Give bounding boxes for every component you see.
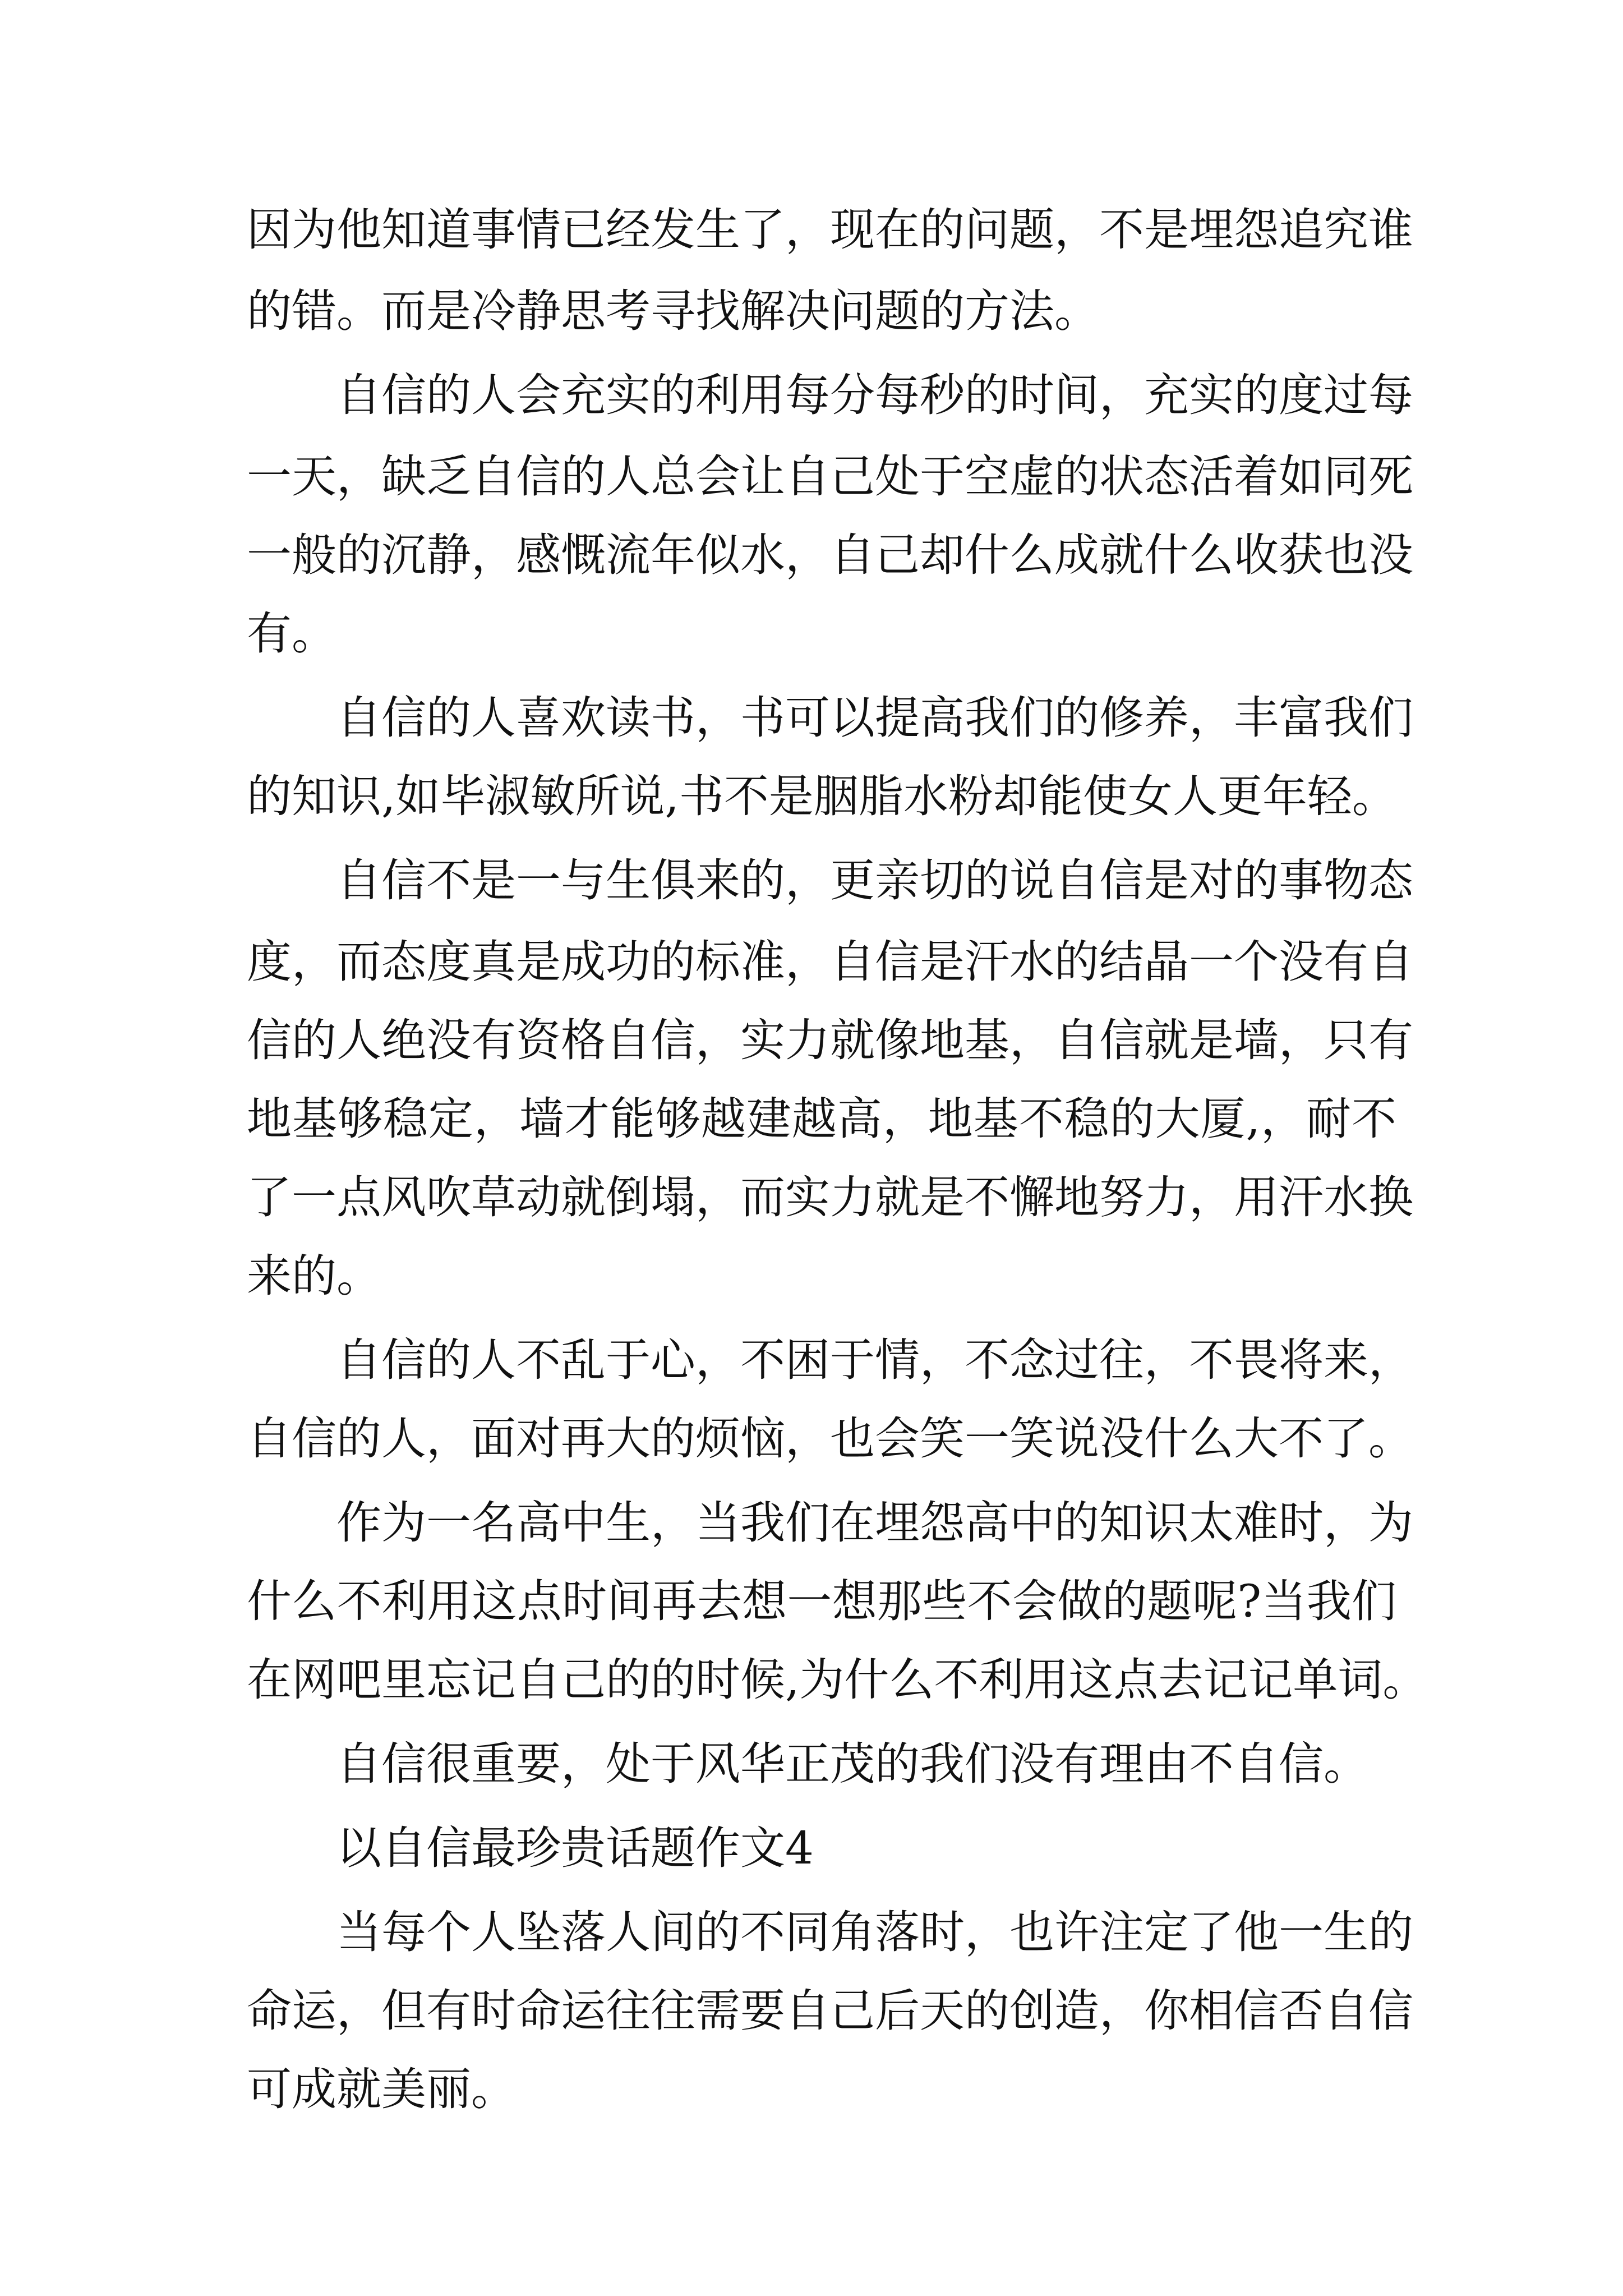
text-line: 自信很重要，处于风华正茂的我们没有理由不自信。: [336, 1738, 1368, 1790]
text-line: 自信的人喜欢读书，书可以提高我们的修养，丰富我们: [336, 692, 1413, 744]
text-line: 的错。而是冷静思考寻找解决问题的方法。: [247, 285, 1099, 337]
text-line: 自信的人会充实的利用每分每秒的时间，充实的度过每: [336, 369, 1413, 421]
text-line: 自信不是一与生俱来的，更亲切的说自信是对的事物态: [336, 854, 1413, 907]
text-line: 度，而态度真是成功的标准，自信是汗水的结晶一个没有自: [247, 936, 1413, 988]
text-line: 命运，但有时命运往往需要自己后天的创造，你相信否自信: [247, 1985, 1413, 2037]
text-line: 的知识,如毕淑敏所说,书不是胭脂水粉却能使女人更年轻。: [247, 770, 1397, 822]
text-line: 一天，缺乏自信的人总会让自己处于空虚的状态活着如同死: [247, 450, 1413, 503]
text-line: 了一点风吹草动就倒塌，而实力就是不懈地努力，用汗水换: [247, 1171, 1413, 1223]
text-line: 因为他知道事情已经发生了，现在的问题，不是埋怨追究谁: [247, 204, 1413, 256]
text-line: 来的。: [247, 1250, 381, 1302]
text-line: 在网吧里忘记自己的的时候,为什么不利用这点去记记单词。: [247, 1654, 1428, 1706]
text-line: 当每个人坠落人间的不同角落时，也许注定了他一生的: [336, 1906, 1413, 1958]
section-heading: 以自信最珍贵话题作文4: [336, 1822, 814, 1874]
text-line: 自信的人，面对再大的烦恼，也会笑一笑说没什么大不了。: [247, 1412, 1413, 1465]
text-line: 信的人绝没有资格自信，实力就像地基，自信就是墙，只有: [247, 1014, 1413, 1066]
text-line: 一般的沉静，感慨流年似水，自己却什么成就什么收获也没: [247, 529, 1413, 581]
text-line: 自信的人不乱于心，不困于情，不念过往，不畏将来，: [336, 1334, 1413, 1386]
text-line: 地基够稳定，墙才能够越建越高，地基不稳的大厦,，耐不: [247, 1093, 1396, 1145]
text-line: 有。: [247, 608, 336, 660]
text-line: 什么不利用这点时间再去想一想那些不会做的题呢?当我们: [247, 1575, 1396, 1627]
text-line: 作为一名高中生，当我们在埋怨高中的知识太难时，为: [336, 1497, 1413, 1549]
text-line: 可成就美丽。: [247, 2063, 516, 2115]
